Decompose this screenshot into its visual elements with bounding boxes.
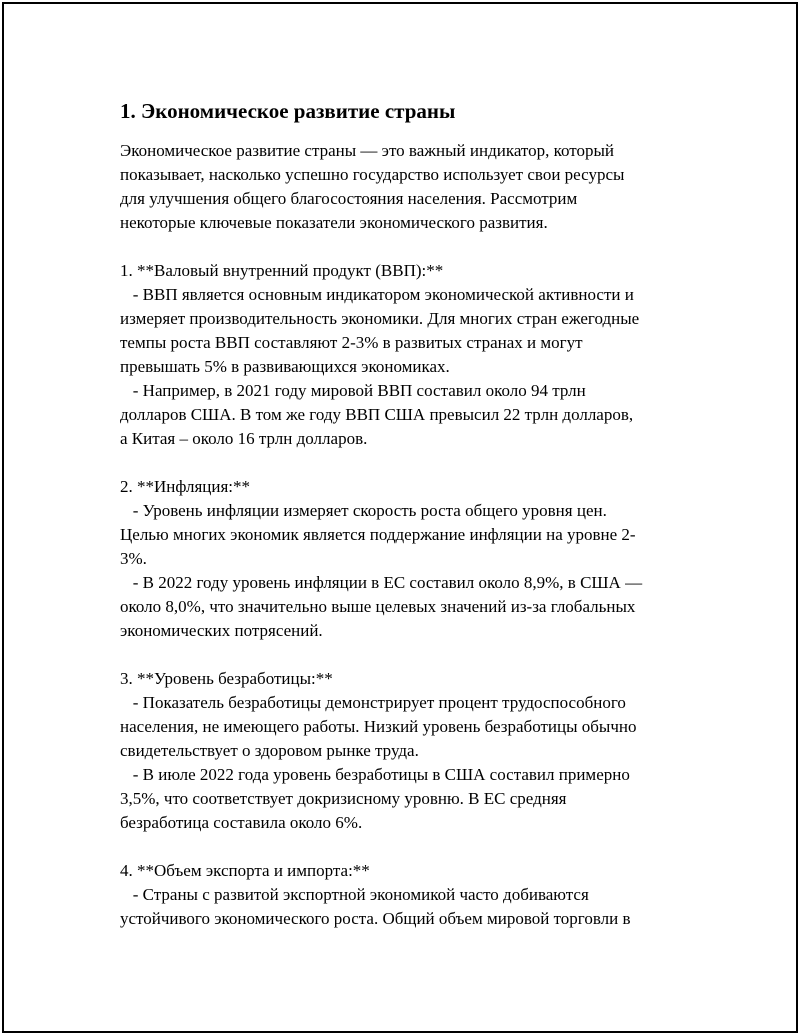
text-line: - В 2022 году уровень инфляции в ЕС составил около 8,9%, в США — xyxy=(120,573,643,592)
section-title: 3. **Уровень безработицы:** xyxy=(120,669,333,688)
text-line: устойчивого экономического роста. Общий объем мировой торговли в xyxy=(120,909,631,928)
document-page xyxy=(2,2,798,1033)
text-line: - Страны с развитой экспортной экономикой часто добиваются xyxy=(120,885,589,904)
section-unemployment xyxy=(120,667,690,835)
intro-paragraph xyxy=(120,139,690,235)
section-title: 2. **Инфляция:** xyxy=(120,477,251,496)
text-line: - Уровень инфляции измеряет скорость роста общего уровня цен. xyxy=(120,501,607,520)
text-line: - ВВП является основным индикатором экономической активности и xyxy=(120,285,634,304)
text-line: темпы роста ВВП составляют 2-3% в развитых странах и могут xyxy=(120,333,583,352)
text-line: некоторые ключевые показатели экономического развития. xyxy=(120,213,548,232)
text-line: 3%. xyxy=(120,549,147,568)
text-line: измеряет производительность экономики. Для многих стран ежегодные xyxy=(120,309,640,328)
text-line: - Например, в 2021 году мировой ВВП составил около 94 трлн xyxy=(120,381,586,400)
text-line: а Китая – около 16 трлн долларов. xyxy=(120,429,368,448)
text-line: безработица составила около 6%. xyxy=(120,813,363,832)
section-trade xyxy=(120,859,690,931)
text-line: населения, не имеющего работы. Низкий уровень безработицы обычно xyxy=(120,717,637,736)
text-line: Экономическое развитие страны — это важный индикатор, который xyxy=(120,141,615,160)
text-line: для улучшения общего благосостояния населения. Рассмотрим xyxy=(120,189,578,208)
section-heading: 1. Экономическое развитие страны xyxy=(120,99,456,123)
text-line: превышать 5% в развивающихся экономиках. xyxy=(120,357,450,376)
text-line: экономических потрясений. xyxy=(120,621,323,640)
text-line: долларов США. В том же году ВВП США превысил 22 трлн долларов, xyxy=(120,405,634,424)
section-inflation xyxy=(120,475,690,643)
text-line: свидетельствует о здоровом рынке труда. xyxy=(120,741,419,760)
text-line: - Показатель безработицы демонстрирует процент трудоспособного xyxy=(120,693,626,712)
text-line: 3,5%, что соответствует докризисному уровню. В ЕС средняя xyxy=(120,789,567,808)
section-gdp xyxy=(120,259,690,451)
section-title: 4. **Объем экспорта и импорта:** xyxy=(120,861,370,880)
text-line: Целью многих экономик является поддержание инфляции на уровне 2- xyxy=(120,525,636,544)
text-line: показывает, насколько успешно государство использует свои ресурсы xyxy=(120,165,625,184)
text-line: около 8,0%, что значительно выше целевых значений из-за глобальных xyxy=(120,597,636,616)
section-title: 1. **Валовый внутренний продукт (ВВП):** xyxy=(120,261,444,280)
document-content xyxy=(120,97,690,931)
text-line: - В июле 2022 года уровень безработицы в США составил примерно xyxy=(120,765,630,784)
